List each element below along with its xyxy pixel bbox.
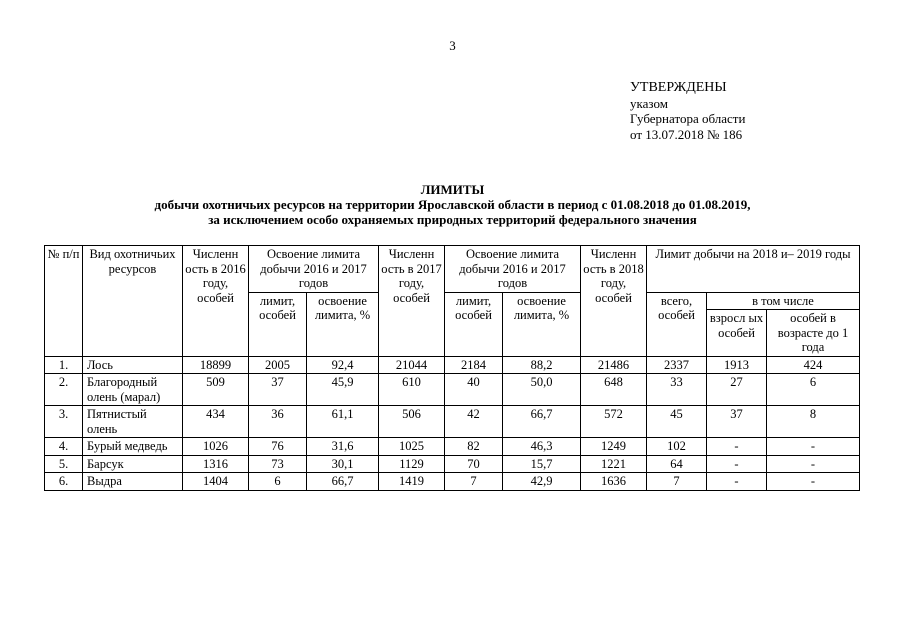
row-count-2017: 21044	[379, 356, 445, 374]
row-species: Бурый медведь	[83, 438, 183, 456]
row-limit-adults: 27	[707, 374, 767, 406]
row-num: 6.	[45, 473, 83, 491]
row-dev1-percent: 30,1	[307, 455, 379, 473]
header-count-2016: Численн ость в 2016 году, особей	[183, 246, 249, 357]
row-dev2-percent: 88,2	[503, 356, 581, 374]
header-development-1: Освоение лимита добычи 2016 и 2017 годов	[249, 246, 379, 293]
header-dev1-percent: освоение лимита, %	[307, 292, 379, 356]
row-dev1-limit: 76	[249, 438, 307, 456]
table-row	[45, 406, 860, 438]
header-adults: взросл ых особей	[707, 310, 767, 357]
page-number: 3	[449, 38, 456, 53]
header-row-1	[45, 246, 860, 293]
row-limit-young: 6	[767, 374, 860, 406]
row-dev1-limit: 2005	[249, 356, 307, 374]
row-species: Пятнистый олень	[83, 406, 183, 438]
row-limit-young: 424	[767, 356, 860, 374]
row-count-2018: 1221	[581, 455, 647, 473]
approval-line-governor: Губернатора области	[630, 111, 746, 126]
row-dev2-limit: 82	[445, 438, 503, 456]
row-dev2-limit: 2184	[445, 356, 503, 374]
row-dev2-percent: 15,7	[503, 455, 581, 473]
header-limit-2018: Лимит добычи на 2018 и– 2019 годы	[647, 246, 860, 293]
row-limit-young: -	[767, 455, 860, 473]
header-num: № п/п	[45, 246, 83, 357]
row-species: Выдра	[83, 473, 183, 491]
header-dev2-limit: лимит, особей	[445, 292, 503, 356]
row-limit-total: 7	[647, 473, 707, 491]
header-dev1-limit: лимит, особей	[249, 292, 307, 356]
row-limit-total: 102	[647, 438, 707, 456]
row-count-2018: 1249	[581, 438, 647, 456]
row-num: 4.	[45, 438, 83, 456]
row-count-2016: 434	[183, 406, 249, 438]
row-dev1-limit: 37	[249, 374, 307, 406]
row-dev2-limit: 70	[445, 455, 503, 473]
table-row	[45, 356, 860, 374]
row-count-2018: 21486	[581, 356, 647, 374]
table-row	[45, 473, 860, 491]
row-limit-adults: 1913	[707, 356, 767, 374]
row-limit-adults: -	[707, 455, 767, 473]
row-count-2016: 1026	[183, 438, 249, 456]
row-dev1-percent: 66,7	[307, 473, 379, 491]
approval-heading: УТВЕРЖДЕНЫ	[630, 80, 727, 95]
row-species: Барсук	[83, 455, 183, 473]
row-count-2016: 18899	[183, 356, 249, 374]
row-dev1-limit: 6	[249, 473, 307, 491]
approval-line-decree: указом	[630, 95, 668, 111]
row-limit-young: -	[767, 473, 860, 491]
row-dev2-limit: 42	[445, 406, 503, 438]
row-dev1-limit: 73	[249, 455, 307, 473]
row-num: 2.	[45, 374, 83, 406]
limits-table	[44, 245, 860, 491]
row-limit-total: 33	[647, 374, 707, 406]
row-count-2016: 509	[183, 374, 249, 406]
row-dev1-percent: 31,6	[307, 438, 379, 456]
row-dev1-percent: 61,1	[307, 406, 379, 438]
row-species: Благородный олень (марал)	[83, 374, 183, 406]
row-count-2016: 1316	[183, 455, 249, 473]
row-dev2-percent: 50,0	[503, 374, 581, 406]
row-dev1-percent: 92,4	[307, 356, 379, 374]
title-subtitle-1: добычи охотничьих ресурсов на территории Ярославской области в период с 01.08.2018 до 01.08.2019,	[154, 197, 751, 212]
row-num: 3.	[45, 406, 83, 438]
document-title	[0, 182, 905, 227]
row-count-2017: 506	[379, 406, 445, 438]
header-including: в том числе	[707, 292, 860, 310]
header-dev2-percent: освоение лимита, %	[503, 292, 581, 356]
row-limit-young: 8	[767, 406, 860, 438]
row-dev1-percent: 45,9	[307, 374, 379, 406]
row-num: 5.	[45, 455, 83, 473]
header-limit-total: всего, особей	[647, 292, 707, 356]
row-dev2-limit: 7	[445, 473, 503, 491]
row-count-2018: 572	[581, 406, 647, 438]
table-row	[45, 455, 860, 473]
row-dev2-limit: 40	[445, 374, 503, 406]
row-limit-adults: 37	[707, 406, 767, 438]
row-limit-adults: -	[707, 473, 767, 491]
header-young: особей в возрасте до 1 года	[767, 310, 860, 357]
row-limit-total: 64	[647, 455, 707, 473]
row-dev1-limit: 36	[249, 406, 307, 438]
row-count-2016: 1404	[183, 473, 249, 491]
row-dev2-percent: 42,9	[503, 473, 581, 491]
row-species: Лось	[83, 356, 183, 374]
row-limit-adults: -	[707, 438, 767, 456]
table-row	[45, 374, 860, 406]
row-count-2018: 648	[581, 374, 647, 406]
approval-block	[630, 80, 745, 142]
approval-line-date: от 13.07.2018 № 186	[630, 126, 743, 142]
row-count-2018: 1636	[581, 473, 647, 491]
row-count-2017: 610	[379, 374, 445, 406]
title-main: ЛИМИТЫ	[420, 182, 485, 197]
row-num: 1.	[45, 356, 83, 374]
row-count-2017: 1129	[379, 455, 445, 473]
title-subtitle-2: за исключением особо охраняемых природных территорий федерального значения	[208, 212, 697, 227]
row-limit-young: -	[767, 438, 860, 456]
header-development-2: Освоение лимита добычи 2016 и 2017 годов	[445, 246, 581, 293]
row-dev2-percent: 46,3	[503, 438, 581, 456]
row-limit-total: 2337	[647, 356, 707, 374]
header-count-2017: Численн ость в 2017 году, особей	[379, 246, 445, 357]
header-species: Вид охотничьих ресурсов	[83, 246, 183, 357]
table-row	[45, 438, 860, 456]
header-count-2018: Численн ость в 2018 году, особей	[581, 246, 647, 357]
row-count-2017: 1419	[379, 473, 445, 491]
row-limit-total: 45	[647, 406, 707, 438]
row-dev2-percent: 66,7	[503, 406, 581, 438]
row-count-2017: 1025	[379, 438, 445, 456]
